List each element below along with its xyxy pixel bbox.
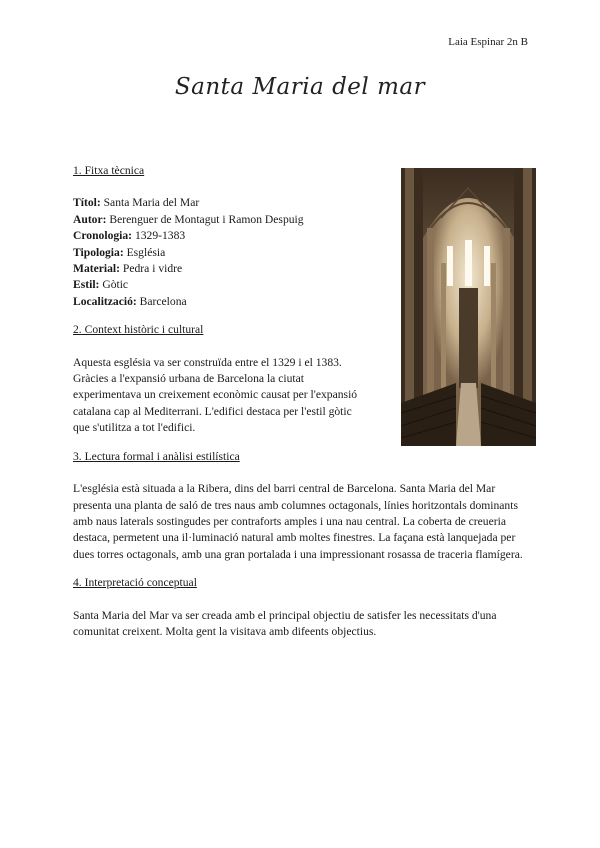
document-body (73, 163, 528, 640)
fitxa-row-titol (73, 195, 528, 211)
fitxa-label: Autor: (73, 212, 107, 226)
fitxa-row-cronologia (73, 228, 528, 244)
fitxa-value: Barcelona (136, 294, 187, 308)
author-name: Laia Espinar 2n B (448, 36, 528, 48)
fitxa-label: Cronologia: (73, 229, 133, 243)
fitxa-value: Pedra i vidre (120, 262, 183, 276)
fitxa-row-autor (73, 212, 528, 228)
fitxa-label: Estil: (73, 278, 100, 292)
fitxa-list (73, 195, 528, 310)
fitxa-label: Tipologia: (73, 245, 124, 259)
interpretacio-paragraph: Santa Maria del Mar va ser creada amb el principal objectiu de satisfer les necessitats d'una comunitat creixent. Molta gent la visitava amb difeents objectius. (73, 608, 497, 638)
section-heading-interpretacio: 4. Interpretació conceptual (73, 576, 197, 590)
fitxa-row-localitzacio (73, 294, 528, 310)
context-paragraph: Aquesta església va ser construïda entre el 1329 i el 1383. Gràcies a l'expansió urbana de Barcelona la ciutat experimentava un creixement econòmic causat per l'expansió catalana cap al Mediterrani. L'edifici destaca per l'estil gòtic que s'utilitza a tot l'edifici. (73, 355, 358, 435)
fitxa-label: Localització: (73, 294, 137, 308)
fitxa-value: Gòtic (99, 278, 129, 292)
fitxa-row-material (73, 261, 528, 277)
section-heading-fitxa: 1. Fitxa tècnica (73, 164, 145, 177)
fitxa-row-estil (73, 277, 528, 293)
fitxa-value: Santa Maria del Mar (100, 196, 200, 210)
fitxa-value: Església (123, 245, 166, 259)
fitxa-label: Material: (73, 262, 120, 276)
fitxa-value: Berenguer de Montagut i Ramon Despuig (106, 212, 304, 226)
document-title: Santa Maria del mar (174, 74, 426, 100)
fitxa-label: Títol: (73, 196, 101, 210)
fitxa-value: 1329-1383 (132, 229, 186, 243)
fitxa-row-tipologia (73, 245, 528, 261)
section-heading-lectura: 3. Lectura formal i anàlisi estilística (73, 449, 240, 463)
lectura-paragraph: L'església està situada a la Ribera, dins del barri central de Barcelona. Santa Maria del Mar presenta una planta de saló de tres naus amb columnes octagonals, línies horitzontals dominants amb naus laterals sostingudes per contraforts amples i una nau central. La coberta de creueria destaca, permetent una il·luminació natural amb moltes finestres. La façana està lanquejada per dues torres octagonals, amb una gran portalada i una impressionant rosassa de traceria flamígera. (73, 482, 523, 561)
section-heading-context: 2. Context històric i cultural (73, 323, 204, 337)
